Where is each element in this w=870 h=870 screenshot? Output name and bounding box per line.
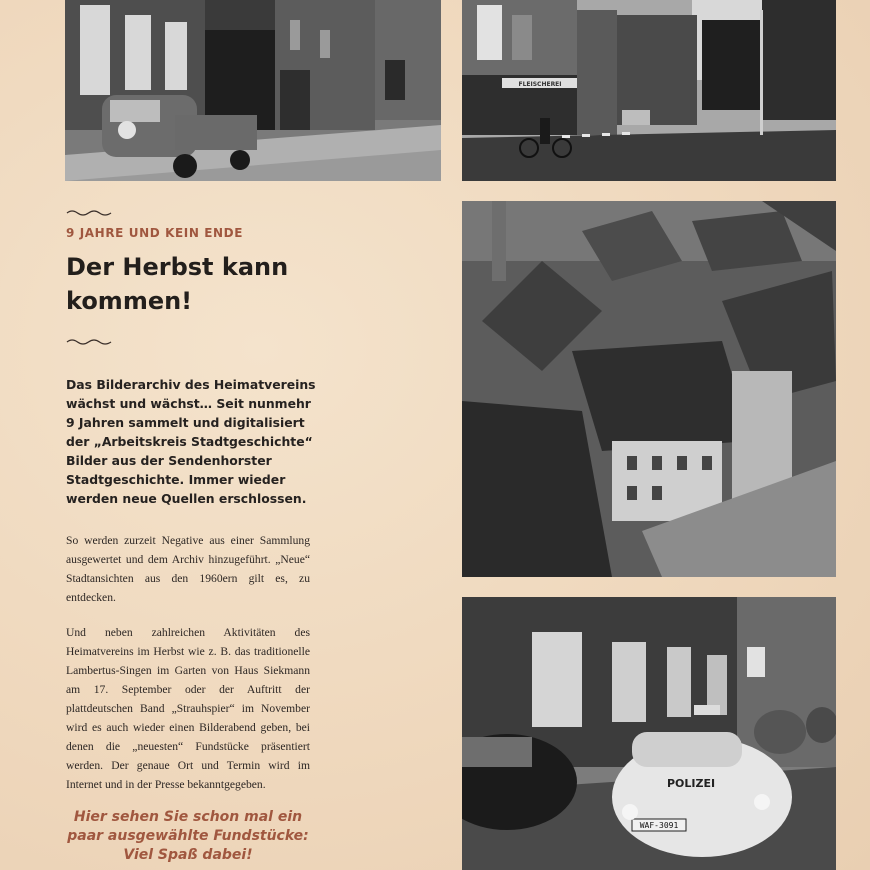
decorative-squiggle-top bbox=[66, 209, 112, 217]
article-paragraph-2: Und neben zahlreichen Aktivitäten des Heimatvereins im Herbst wie z. B. das traditionelle Lambertus-Singen im Garten von Haus Siekmann am 17. September oder der Auftritt der plattdeutschen Band „Strauhspier“ im November wird es auch wieder einen Bilderabend geben, bei denen die „neuesten“ Fundstücke präsentiert werden. Der genaue Ort und Termin wird im Internet und in der Presse bekanntgegeben. bbox=[66, 626, 310, 791]
closing-line-2: paar ausgewählte Fundstücke: bbox=[67, 828, 309, 844]
shop-sign: FLEISCHEREI bbox=[518, 81, 562, 88]
decorative-squiggle-bottom bbox=[66, 338, 112, 346]
closing-callout bbox=[56, 808, 320, 865]
photo-street-corner-shop bbox=[462, 0, 836, 181]
police-label: POLIZEI bbox=[667, 777, 716, 790]
article-kicker: 9 JAHRE UND KEIN ENDE bbox=[66, 226, 244, 240]
article-paragraph-1: So werden zurzeit Negative aus einer Sammlung ausgewertet und dem Archiv hinzugeführt. „Neue“ Stadtansichten aus den 1960ern gilt es, zu entdecken. bbox=[66, 534, 310, 604]
article-headline: Der Herbst kann kommen! bbox=[66, 253, 289, 315]
closing-line-1: Hier sehen Sie schon mal ein bbox=[73, 809, 303, 825]
photo-police-beetle bbox=[462, 597, 836, 870]
photo-aerial-rooftops bbox=[462, 201, 836, 577]
photo-street-pickup bbox=[65, 0, 441, 181]
plate-number: WAF-3091 bbox=[639, 821, 679, 830]
closing-line-3: Viel Spaß dabei! bbox=[123, 847, 253, 863]
article-lead: Das Bilderarchiv des Heimatvereins wächst und wächst… Seit nunmehr 9 Jahren sammelt und digitalisiert der „Arbeitskreis Stadtgeschichte“ Bilder aus der Sendenhorster Stadtgeschichte. Immer wieder werden neue Quellen erschlossen. bbox=[66, 377, 316, 506]
